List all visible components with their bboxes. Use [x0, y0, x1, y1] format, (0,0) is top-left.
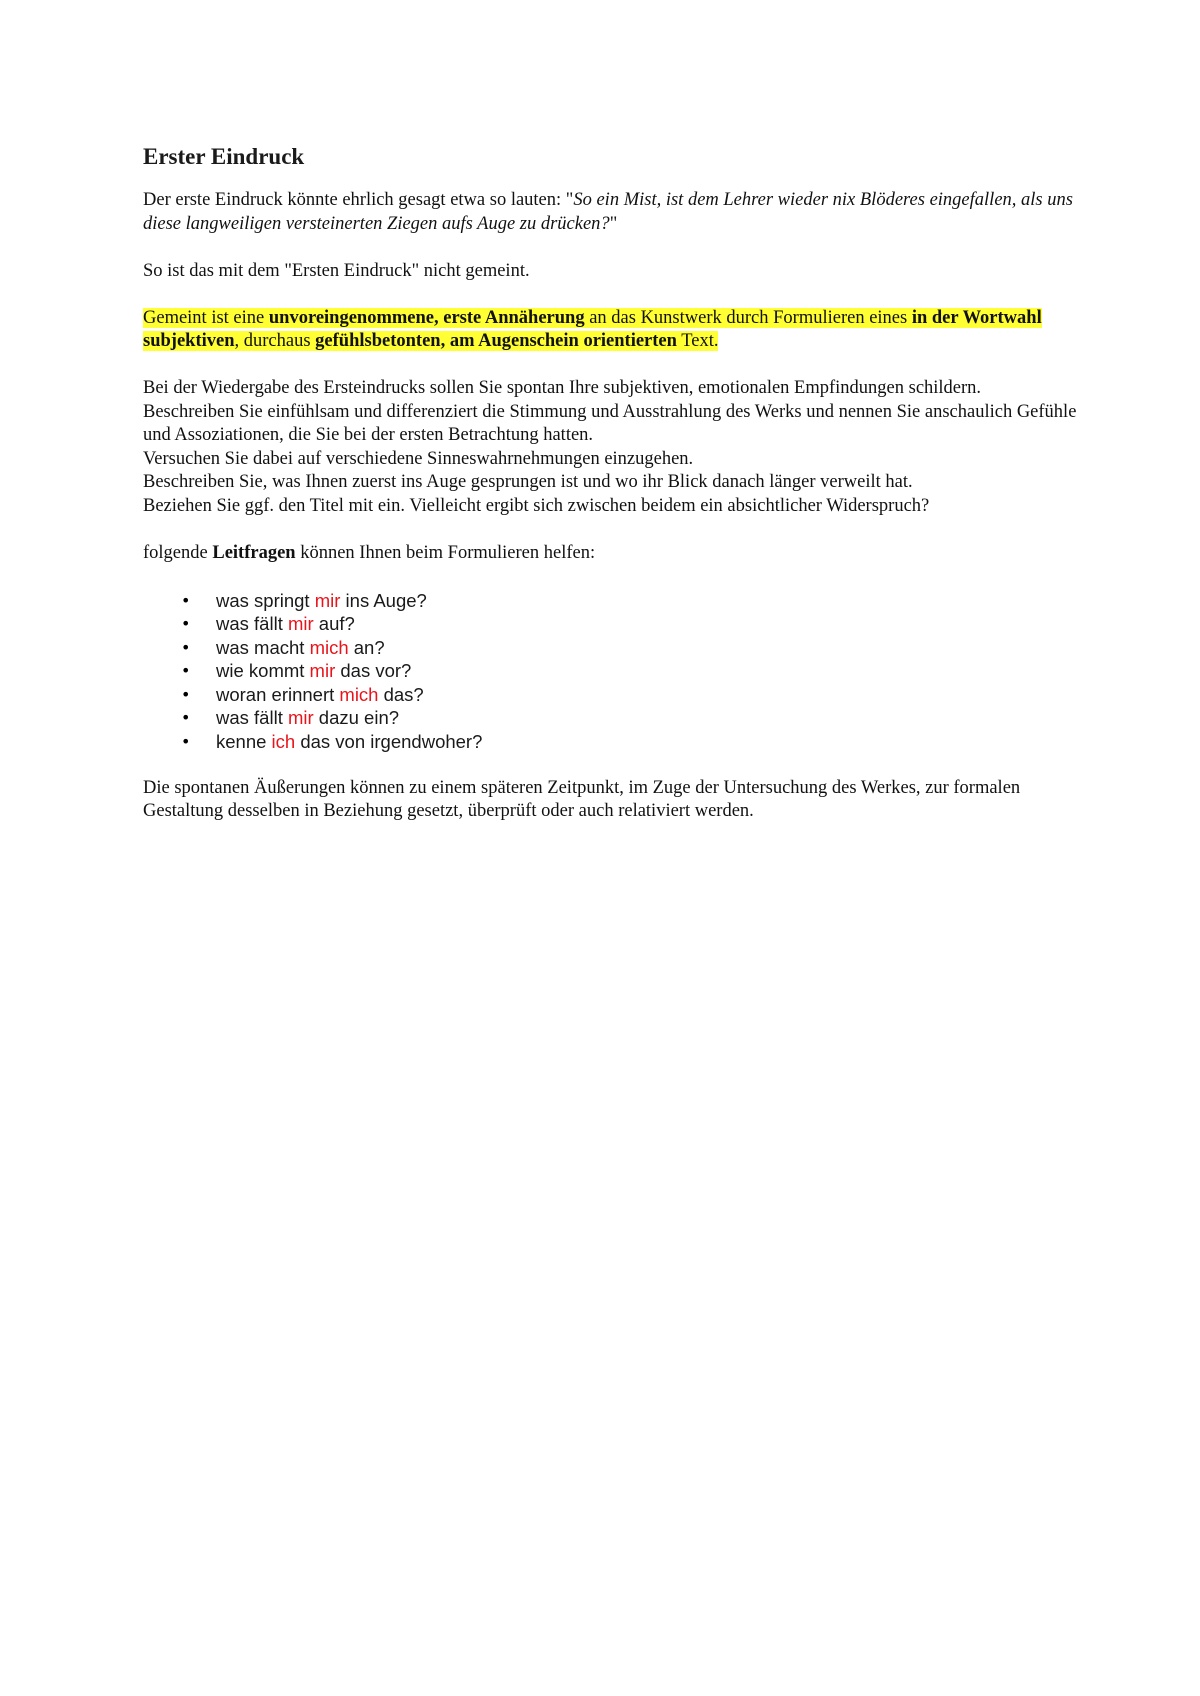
bullet-icon: • [181, 590, 191, 610]
question-pre: kenne [216, 730, 272, 752]
highlight-bold-1: unvoreingenommene, erste Annäherung [268, 307, 585, 328]
instruction-line: Beschreiben Sie einfühlsam und differenziert die Stimmung und Ausstrahlung des Werks und nennen Sie anschaulich Gefühle und Assoziationen, die Sie bei der ersten Betrachtung hatten. [143, 401, 1077, 445]
list-item [143, 636, 1083, 660]
question-pronoun: mir [287, 613, 314, 634]
intro-quote: So ein Mist, ist dem Lehrer wieder nix Blöderes eingefallen, als uns diese langweiligen versteinerten Ziegen aufs Auge zu drücken? [143, 190, 1073, 234]
question-pronoun: ich [271, 730, 296, 752]
highlighted-definition [143, 307, 1083, 354]
instruction-line: Beziehen Sie ggf. den Titel mit ein. Vielleicht ergibt sich zwischen beidem ein absichtlicher Widerspruch? [143, 495, 930, 516]
list-item [143, 659, 1083, 683]
question-pre: was fällt [216, 707, 288, 728]
list-item [143, 683, 1083, 707]
question-pronoun: mich [309, 636, 349, 658]
list-item [143, 612, 1083, 636]
instructions-paragraph [143, 377, 1083, 518]
guiding-questions-list [143, 589, 1083, 754]
page-title: Erster Eindruck [143, 144, 305, 169]
question-post: an? [348, 636, 385, 658]
highlight-bold-2: in der Wortwahl subjektiven [143, 307, 1042, 351]
highlight-text-4: Text. [676, 331, 719, 351]
question-post: auf? [313, 613, 355, 634]
bullet-icon: • [181, 661, 191, 680]
instruction-line: Beschreiben Sie, was Ihnen zuerst ins Auge gesprungen ist und wo ihr Blick danach länger verweilt hat. [143, 472, 913, 492]
guide-keyword: Leitfragen [212, 542, 296, 563]
bullet-icon: • [181, 637, 191, 657]
list-item [143, 706, 1083, 730]
highlight-text-2: an das Kunstwerk durch Formulieren eines [584, 307, 912, 328]
question-post: das von irgendwoher? [295, 730, 483, 752]
question-pre: was springt [216, 589, 315, 611]
bullet-icon: • [181, 684, 191, 704]
question-pronoun: mir [314, 589, 341, 611]
bullet-icon: • [181, 614, 191, 633]
question-pre: woran erinnert [216, 683, 340, 705]
instruction-line: Bei der Wiedergabe des Ersteindrucks sollen Sie spontan Ihre subjektiven, emotionalen Empfindungen schildern. [143, 378, 982, 398]
guide-pre: folgende [143, 542, 213, 563]
bullet-icon: • [181, 731, 191, 751]
question-post: dazu ein? [313, 707, 400, 728]
question-post: das? [378, 683, 424, 705]
document-body [143, 140, 1083, 847]
highlight-text-1: Gemeint ist eine [143, 307, 269, 328]
highlight-text-3: , durchaus [234, 331, 316, 351]
not-meant-paragraph: So ist das mit dem "Ersten Eindruck" nicht gemeint. [143, 260, 530, 281]
intro-paragraph [143, 189, 1083, 236]
question-pre: was macht [216, 636, 310, 658]
bullet-icon: • [181, 708, 191, 727]
intro-text: Der erste Eindruck könnte ehrlich gesagt etwa so lauten: " [143, 190, 574, 210]
question-pronoun: mir [309, 660, 336, 681]
question-pronoun: mir [287, 707, 314, 728]
question-pre: wie kommt [216, 660, 310, 681]
question-post: das vor? [335, 660, 412, 681]
list-item [143, 730, 1083, 754]
instruction-line: Versuchen Sie dabei auf verschiedene Sinneswahrnehmungen einzugehen. [143, 448, 694, 469]
question-pre: was fällt [216, 613, 288, 634]
question-pronoun: mich [339, 683, 379, 705]
list-item [143, 589, 1083, 613]
closing-paragraph: Die spontanen Äußerungen können zu einem späteren Zeitpunkt, im Zuge der Untersuchung des Werkes, zur formalen Gestaltung desselben in Beziehung gesetzt, überprüft oder auch relativiert werden. [143, 777, 1021, 821]
highlight-bold-3: gefühlsbetonten, am Augenschein orientierten [315, 331, 677, 351]
intro-quote-close: " [609, 213, 618, 234]
question-post: ins Auge? [340, 589, 427, 611]
guide-paragraph [143, 542, 1083, 566]
guide-post: können Ihnen beim Formulieren helfen: [295, 542, 596, 563]
